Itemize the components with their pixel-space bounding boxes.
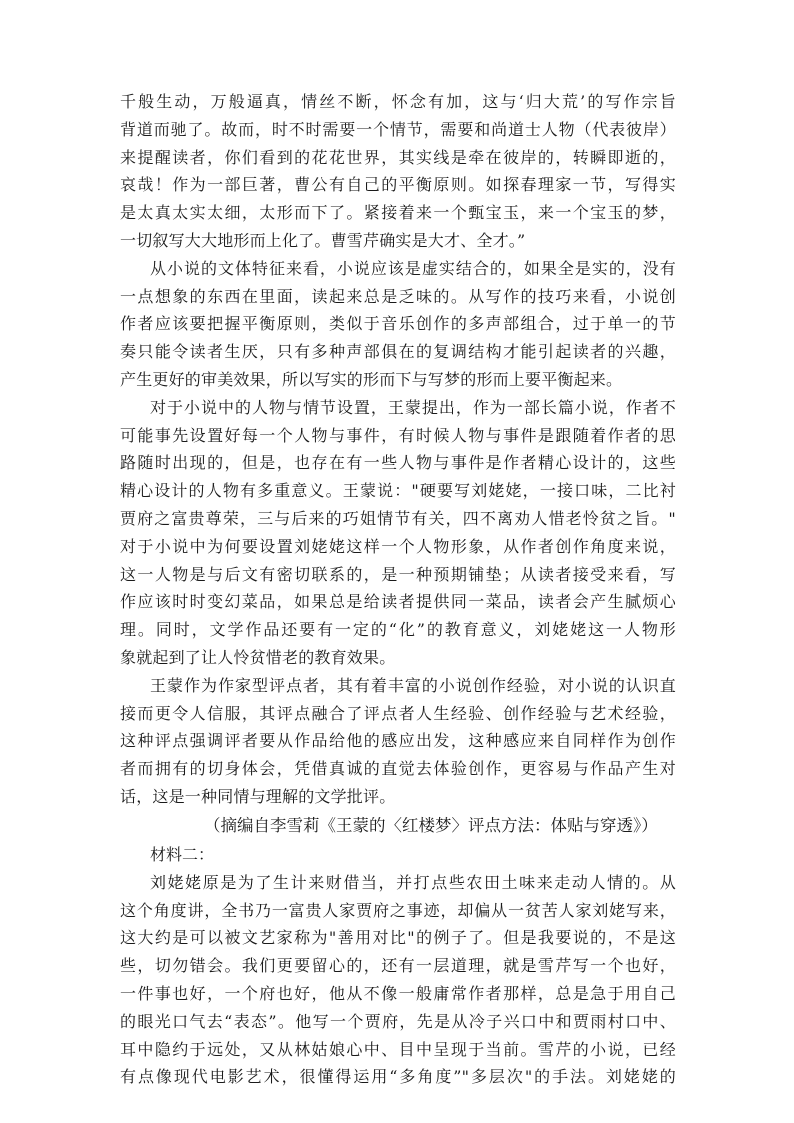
- text-line: 精心设计的人物有多重意义。王蒙说："硬要写刘姥姥，一接口味，二比衬: [120, 481, 676, 501]
- text-line: 作者应该要把握平衡原则，类似于音乐创作的多声部组合，过于单一的节: [120, 314, 676, 334]
- paragraph: [120, 255, 676, 394]
- paragraph: [120, 672, 676, 811]
- text-line: 路随时出现的，但是，也存在有一些人物与事件是作者精心设计的，这些: [120, 453, 676, 473]
- text-line: 一切叙写大大地形而上化了。曹雪芹确实是大才、全才。”: [120, 230, 526, 250]
- text-line: 对于小说中的人物与情节设置，王蒙提出，作为一部长篇小说，作者不: [150, 397, 676, 417]
- text-line: 这大约是可以被文艺家称为"善用对比"的例子了。但是我要说的，不是这: [120, 928, 676, 948]
- text-line: 背道而驰了。故而，时不时需要一个情节，需要和尚道士人物（代表彼岸）: [120, 119, 676, 139]
- text-line: 是太真太实太细，太形而下了。紧接着来一个甄宝玉，来一个宝玉的梦，: [120, 203, 676, 223]
- text-line: 这个角度讲，全书乃一富贵人家贾府之事迹，却偏从一贫苦人家刘姥写来，: [120, 900, 676, 920]
- text-line: 有点像现代电影艺术，很懂得运用“多角度”"多层次"的手法。刘姥姥的: [120, 1067, 676, 1087]
- text-line: 王蒙作为作家型评点者，其有着丰富的小说创作经验，对小说的认识直: [150, 675, 676, 695]
- text-line: 哀哉！作为一部巨著，曹公有自己的平衡原则。如探春理家一节，写得实: [120, 175, 676, 195]
- text-line: 可能事先设置好每一个人物与事件，有时候人物与事件是跟随着作者的思: [120, 425, 676, 445]
- paragraph: [120, 394, 676, 672]
- text-line: 这一人物是与后文有密切联系的，是一种预期铺垫；从读者接受来看，写: [120, 564, 676, 584]
- text-line: 刘姥姥原是为了生计来财借当，并打点些农田土味来走动人情的。从: [150, 872, 676, 892]
- text-line: 贾府之富贵尊荣，三与后来的巧姐情节有关，四不离劝人惜老怜贫之旨。": [120, 508, 676, 528]
- text-line: 作应该时时变幻菜品，如果总是给读者提供同一菜品，读者会产生腻烦心: [120, 592, 676, 612]
- text-line: 接而更令人信服，其评点融合了评点者人生经验、创作经验与艺术经验，: [120, 703, 676, 723]
- section-heading: 材料二：: [150, 844, 215, 864]
- paragraph: [120, 869, 676, 1091]
- source-citation: （摘编自李雪莉《王蒙的〈红楼梦〉评点方法：体贴与穿透》）: [204, 815, 658, 835]
- text-line: 千般生动，万般逼真，情丝不断，怀念有加，这与‘归大荒’的写作宗旨: [120, 92, 676, 111]
- text-line: 来提醒读者，你们看到的花花世界，其实线是牵在彼岸的，转瞬即逝的，: [120, 147, 676, 167]
- text-line: 话，这是一种同情与理解的文学批评。: [120, 786, 396, 806]
- text-line: 这种评点强调评者要从作品给他的感应出发，这种感应来自同样作为创作: [120, 731, 676, 751]
- text-line: 产生更好的审美效果，所以写实的形而下与写梦的形而上要平衡起来。: [120, 369, 623, 389]
- text-line: 的眼光口气去“表态”。他写一个贾府，先是从冷子兴口中和贾雨村口中、: [120, 1011, 676, 1031]
- text-line: 理。同时，文学作品还要有一定的“化”的教育意义，刘姥姥这一人物形: [120, 620, 676, 640]
- text-line: 象就起到了让人怜贫惜老的教育效果。: [120, 647, 396, 667]
- text-line: 一点想象的东西在里面，读起来总是乏味的。从写作的技巧来看，小说创: [120, 286, 676, 306]
- text-line: 一件事也好，一个府也好，他从不像一般庸常作者那样，总是急于用自己: [120, 983, 676, 1003]
- text-line: 耳中隐约于远处，又从林姑娘心中、目中呈现于当前。雪芹的小说，已经: [120, 1039, 676, 1059]
- document-page: [120, 88, 676, 1091]
- text-line: 者而拥有的切身体会，凭借真诚的直觉去体验创作，更容易与作品产生对: [120, 759, 676, 779]
- text-line: 从小说的文体特征来看，小说应该是虚实结合的，如果全是实的，没有: [150, 258, 676, 278]
- paragraph-continuation: [120, 88, 676, 255]
- text-line: 对于小说中为何要设置刘姥姥这样一个人物形象，从作者创作角度来说，: [120, 536, 676, 556]
- text-line: 些，切勿错会。我们更要留心的，还有一层道理，就是雪芹写一个也好，: [120, 956, 676, 976]
- text-line: 奏只能令读者生厌，只有多种声部俱在的复调结构才能引起读者的兴趣，: [120, 342, 676, 362]
